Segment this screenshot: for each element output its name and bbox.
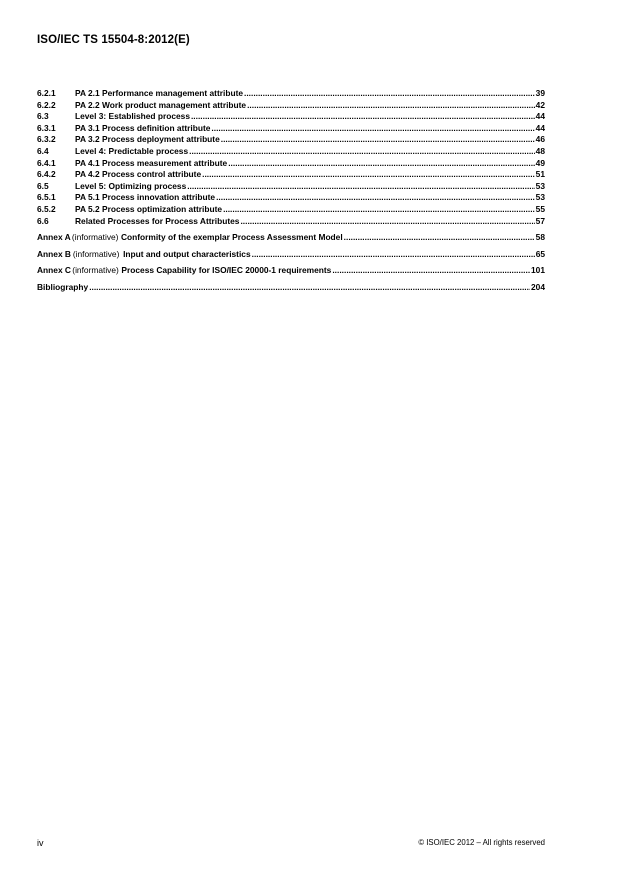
toc-entry-number: 6.4.2 <box>37 169 56 180</box>
toc-entry[interactable] <box>37 88 545 100</box>
toc-entry[interactable] <box>37 123 545 135</box>
annex-label: Annex B <box>37 248 71 259</box>
toc-entry-page: 57 <box>535 215 545 226</box>
toc-entry-number: 6.2.2 <box>37 99 56 110</box>
bibliography-title: Bibliography <box>37 281 89 292</box>
toc-entry-title: PA 4.1 Process measurement attribute <box>75 157 228 168</box>
toc-entry-number: 6.4.1 <box>37 157 56 168</box>
dot-leader <box>228 158 534 170</box>
annex-page: 101 <box>531 265 545 276</box>
toc-entry-page: 53 <box>535 192 545 203</box>
dot-leader <box>223 204 535 216</box>
toc-entry[interactable] <box>37 146 545 158</box>
dot-leader <box>221 134 535 146</box>
document-id: ISO/IEC TS 15504-8:2012(E) <box>37 34 190 46</box>
dot-leader <box>252 249 535 261</box>
toc-entry-number: 6.3.2 <box>37 134 56 145</box>
toc-entry-page: 53 <box>535 180 545 191</box>
toc-entry-number: 6.6 <box>37 215 49 226</box>
dot-leader <box>191 111 535 123</box>
toc-entry-number: 6.5.1 <box>37 192 56 203</box>
table-of-contents <box>37 88 545 294</box>
dot-leader <box>332 265 530 277</box>
toc-entry[interactable] <box>37 216 545 228</box>
annex-label: Annex A <box>37 232 71 243</box>
toc-entry[interactable] <box>37 158 545 170</box>
toc-entry-title: PA 5.2 Process optimization attribute <box>75 203 223 214</box>
annex-type: (informative) <box>72 265 119 276</box>
toc-entry[interactable] <box>37 134 545 146</box>
dot-leader <box>211 123 534 135</box>
annex-title: Input and output characteristics <box>123 248 251 259</box>
toc-entry-page: 48 <box>535 145 545 156</box>
document-header <box>37 34 190 46</box>
dot-leader <box>240 216 534 228</box>
toc-entry-number: 6.5 <box>37 180 49 191</box>
dot-leader <box>244 88 535 100</box>
toc-entry-page: 51 <box>535 169 545 180</box>
toc-entry-title: PA 5.1 Process innovation attribute <box>75 192 216 203</box>
dot-leader <box>89 282 530 294</box>
annex-page: 65 <box>535 248 545 259</box>
toc-entry[interactable] <box>37 111 545 123</box>
annex-type: (informative) <box>72 248 120 259</box>
dot-leader <box>187 181 534 193</box>
toc-entry-page: 39 <box>535 88 545 98</box>
toc-bibliography-entry[interactable] <box>37 282 545 294</box>
toc-entry-number: 6.3 <box>37 111 49 122</box>
annex-label: Annex C <box>37 265 71 276</box>
toc-entry-number: 6.2.1 <box>37 88 56 98</box>
toc-entry-number: 6.3.1 <box>37 122 56 133</box>
dot-leader <box>189 146 535 158</box>
toc-entry-title: PA 2.2 Work product management attribute <box>75 99 247 110</box>
toc-annex-entry[interactable] <box>37 249 545 261</box>
toc-entry-title: PA 3.2 Process deployment attribute <box>75 134 220 145</box>
toc-entry[interactable] <box>37 181 545 193</box>
dot-leader <box>216 192 535 204</box>
annex-page: 58 <box>535 232 545 243</box>
toc-entry[interactable] <box>37 100 545 112</box>
copyright-notice: © ISO/IEC 2012 – All rights reserved <box>418 838 545 847</box>
toc-entry-page: 44 <box>535 111 545 122</box>
toc-entry-page: 44 <box>535 122 545 133</box>
toc-annex-entry[interactable] <box>37 265 545 277</box>
toc-entry-title: PA 2.1 Performance management attribute <box>75 88 244 98</box>
toc-entry[interactable] <box>37 192 545 204</box>
page-number: iv <box>37 838 44 848</box>
toc-entry-page: 42 <box>535 99 545 110</box>
toc-entry-page: 46 <box>535 134 545 145</box>
dot-leader <box>247 100 535 112</box>
dot-leader <box>202 169 535 181</box>
annex-title: Process Capability for ISO/IEC 20000-1 requirements <box>121 265 332 276</box>
dot-leader <box>344 232 535 244</box>
toc-entry-page: 49 <box>535 157 545 168</box>
annex-title: Conformity of the exemplar Process Assessment Model <box>120 232 343 243</box>
toc-entry-title: PA 4.2 Process control attribute <box>75 169 202 180</box>
toc-entry[interactable] <box>37 169 545 181</box>
annex-type: (informative) <box>71 232 119 243</box>
toc-entry-title: Level 5: Optimizing process <box>75 180 187 191</box>
toc-entry-page: 55 <box>535 203 545 214</box>
toc-entry-title: Related Processes for Process Attributes <box>75 215 240 226</box>
toc-entry[interactable] <box>37 204 545 216</box>
toc-annex-entry[interactable] <box>37 232 545 244</box>
toc-entry-number: 6.5.2 <box>37 203 56 214</box>
page-footer <box>37 838 545 848</box>
toc-entry-number: 6.4 <box>37 145 49 156</box>
toc-entry-title: PA 3.1 Process definition attribute <box>75 122 211 133</box>
bibliography-page: 204 <box>531 281 545 292</box>
toc-entry-title: Level 3: Established process <box>75 111 190 122</box>
toc-entry-title: Level 4: Predictable process <box>75 145 189 156</box>
